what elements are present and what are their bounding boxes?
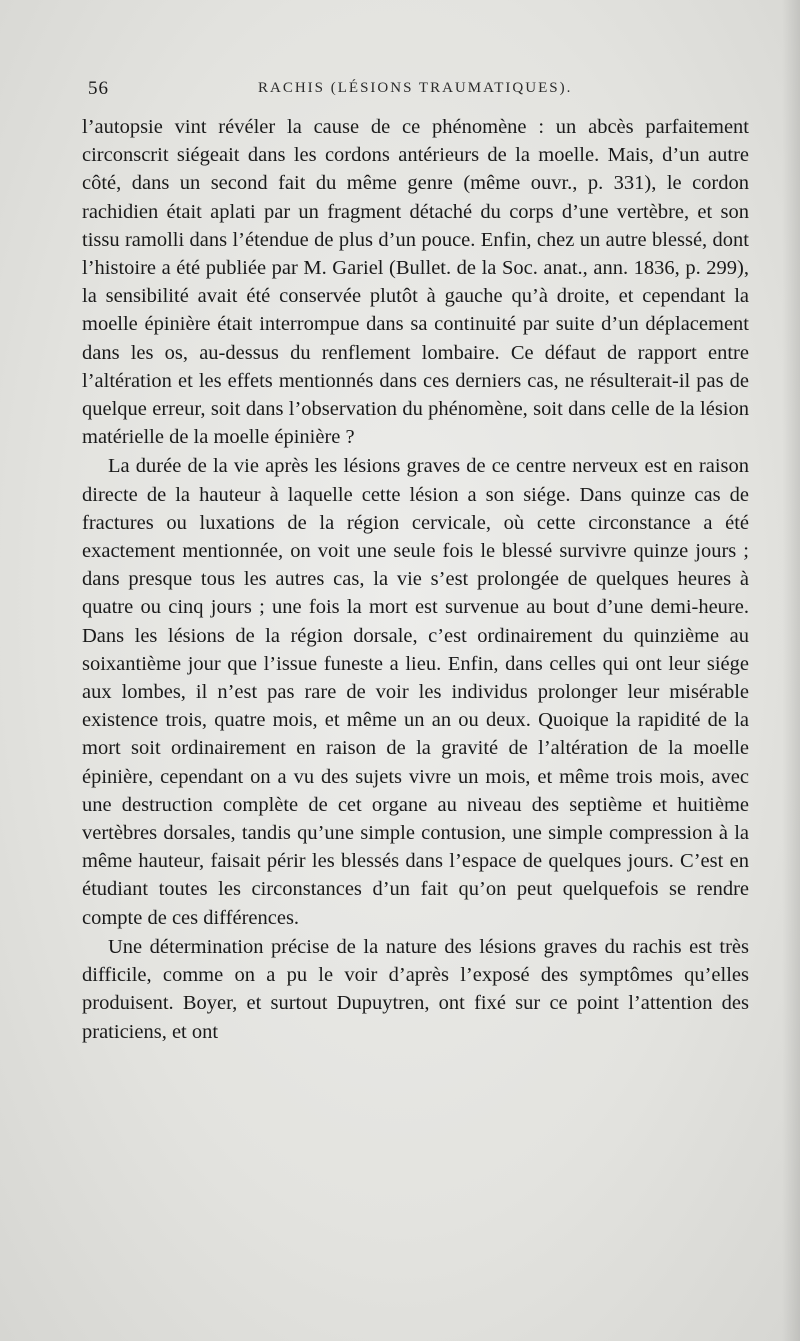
page-header [88, 78, 748, 102]
body-text [82, 113, 749, 1046]
paragraph-continued: l’autopsie vint révéler la cause de ce phénomène : un abcès parfaitement circonscrit siégeait dans les cordons antérieurs de la moelle. Mais, d’un autre côté, dans un second fait du même genre (même ouvr., p. 331), le cordon rachidien était aplati par un fragment détaché du corps d’une vertèbre, et son tissu ramolli dans l’étendue de plus d’un pouce. Enfin, chez un autre blessé, dont l’histoire a été publiée par M. Gariel (Bullet. de la Soc. anat., ann. 1836, p. 299), la sensibilité avait été conservée plutôt à gauche qu’à droite, et cependant la moelle épinière était interrompue dans sa continuité par suite d’un déplacement dans les os, au-dessus du renflement lombaire. Ce défaut de rapport entre l’altération et les effets mentionnés dans ces derniers cas, ne résulterait-il pas de quelque erreur, soit dans l’observation du phénomène, soit dans celle de la lésion matérielle de la moelle épinière ? [82, 116, 749, 449]
paragraph-duree: La durée de la vie après les lésions graves de ce centre nerveux est en raison directe de la hauteur à laquelle cette lésion a son siége. Dans quinze cas de fractures ou luxations de la région cervicale, où cette circonstance a été exactement mentionnée, on voit une seule fois le blessé survivre quinze jours ; dans presque tous les autres cas, la vie s’est prolongée de quelques heures à quatre ou cinq jours ; une fois la mort est survenue au bout d’une demi-heure. Dans les lésions de la région dorsale, c’est ordinairement du quinzième au soixantième jour que l’issue funeste a lieu. Enfin, dans celles qui ont leur siége aux lombes, il n’est pas rare de voir les individus prolonger leur misérable existence trois, quatre mois, et même un an ou deux. Quoique la rapidité de la mort soit ordinairement en raison de la gravité de l’altération de la moelle épinière, cependant on a vu des sujets vivre un mois, et même trois mois, avec une destruction complète de cet organe au niveau des septième et huitième vertèbres dorsales, tandis qu’une simple contusion, une simple compression à la même hauteur, faisait périr les blessés dans l’espace de quelques jours. C’est en étudiant toutes les circonstances d’un fait qu’on peut quelquefois se rendre compte de ces différences. [82, 455, 749, 929]
page-number: 56 [88, 78, 109, 99]
paragraph-determination: Une détermination précise de la nature des lésions graves du rachis est très difficile, comme on a pu le voir d’après l’exposé des symptômes qu’elles produisent. Boyer, et surtout Dupuytren, ont fixé sur ce point l’attention des praticiens, et ont [82, 935, 749, 1043]
running-head: RACHIS (LÉSIONS TRAUMATIQUES). [258, 80, 573, 96]
